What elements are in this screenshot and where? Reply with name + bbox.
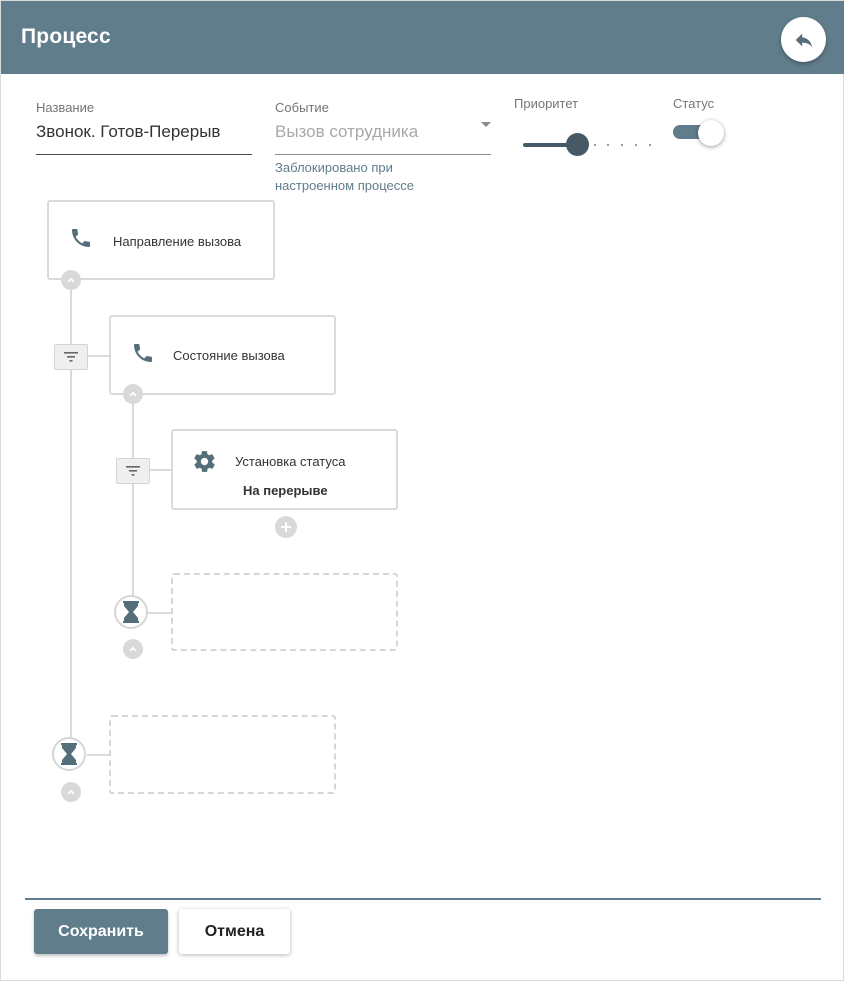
node-label: Установка статуса	[235, 454, 346, 469]
event-hint-line2: настроенном процессе	[275, 178, 414, 193]
filter-icon	[64, 352, 78, 362]
event-underline	[275, 154, 491, 155]
back-button[interactable]	[781, 17, 826, 62]
empty-step-slot[interactable]	[109, 715, 336, 794]
empty-step-slot[interactable]	[171, 573, 398, 651]
name-underline	[36, 154, 252, 155]
priority-slider-thumb[interactable]	[566, 133, 589, 156]
slider-tick	[607, 144, 609, 146]
slider-tick	[649, 144, 651, 146]
gear-icon	[192, 449, 217, 474]
page-title: Процесс	[21, 25, 111, 48]
chevron-up-icon	[126, 387, 140, 401]
event-label: Событие	[275, 100, 329, 115]
filter-icon	[126, 466, 140, 476]
name-input[interactable]: Звонок. Готов-Перерыв	[36, 122, 221, 141]
node-label: Направление вызова	[113, 234, 242, 249]
collapse-button[interactable]	[61, 270, 81, 290]
save-button[interactable]: Сохранить	[34, 909, 168, 954]
chevron-up-icon	[64, 273, 78, 287]
tree-node-call-state[interactable]	[109, 315, 336, 395]
collapse-button[interactable]	[123, 384, 143, 404]
tree-connector	[147, 612, 172, 614]
event-hint-line1: Заблокировано при	[275, 160, 393, 175]
plus-icon	[280, 521, 292, 533]
hourglass-icon	[61, 743, 77, 765]
status-toggle-knob[interactable]	[698, 120, 724, 146]
cancel-button[interactable]: Отмена	[179, 909, 290, 954]
node-label: Состояние вызова	[173, 348, 285, 363]
tree-node-set-status[interactable]	[171, 429, 398, 510]
phone-icon	[69, 226, 93, 250]
node-status-value: На перерыве	[243, 483, 328, 498]
footer-divider	[25, 898, 821, 900]
reply-arrow-icon	[793, 29, 815, 51]
event-hint	[275, 159, 414, 195]
slider-tick	[635, 144, 637, 146]
chevron-up-icon	[64, 785, 78, 799]
filter-button[interactable]	[116, 458, 150, 484]
collapse-button[interactable]	[123, 639, 143, 659]
name-label: Название	[36, 100, 95, 115]
chevron-down-icon	[481, 122, 491, 127]
timer-button[interactable]	[52, 737, 86, 771]
phone-icon	[131, 341, 155, 365]
tree-node-call-direction[interactable]	[47, 200, 275, 280]
slider-tick	[594, 144, 596, 146]
priority-label: Приоритет	[514, 96, 579, 111]
hourglass-icon	[123, 601, 139, 623]
filter-button[interactable]	[54, 344, 88, 370]
tree-connector	[132, 403, 134, 599]
status-label: Статус	[673, 96, 715, 111]
slider-tick	[621, 144, 623, 146]
collapse-button[interactable]	[61, 782, 81, 802]
add-step-button[interactable]	[275, 516, 297, 538]
tree-connector	[87, 355, 110, 357]
event-select[interactable]: Вызов сотрудника	[275, 122, 419, 141]
dialog-header	[1, 1, 844, 74]
tree-connector	[149, 469, 172, 471]
tree-connector	[87, 754, 110, 756]
timer-button[interactable]	[114, 595, 148, 629]
chevron-up-icon	[126, 642, 140, 656]
